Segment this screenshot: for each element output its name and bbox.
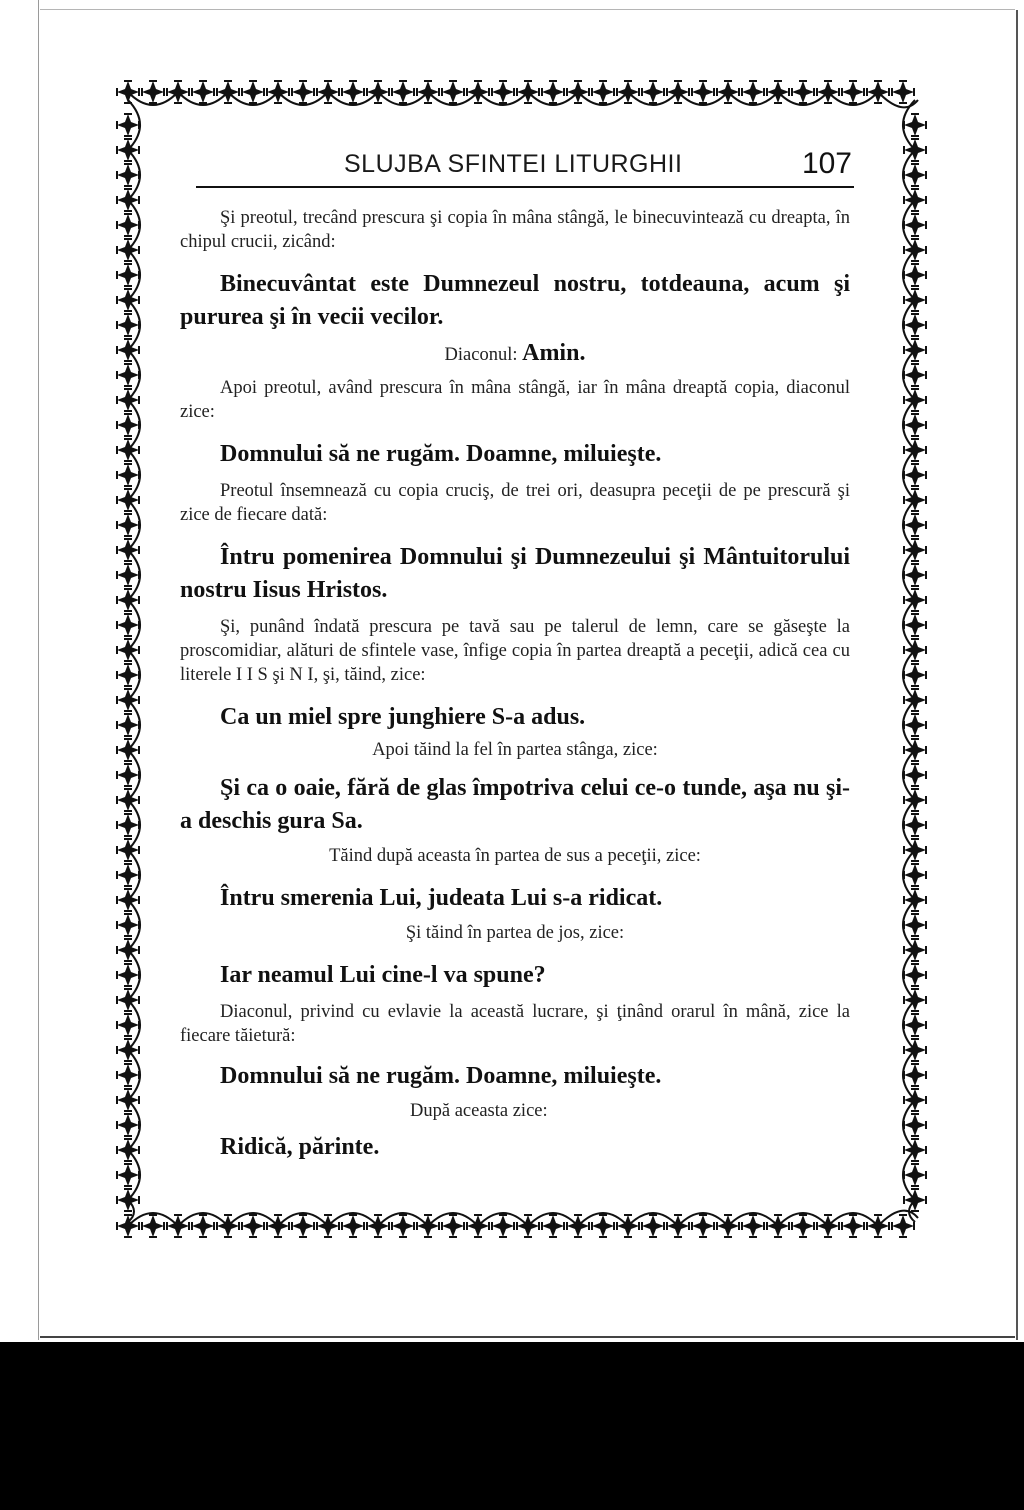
border-cross-icon <box>117 439 139 461</box>
border-cross-icon <box>904 614 926 636</box>
border-cross-icon <box>192 1215 214 1237</box>
border-cross-icon <box>117 814 139 836</box>
rubric-paragraph: Şi tăind în partea de jos, zice: <box>405 923 625 943</box>
prayer-text: Domnului să ne rugăm. Doamne, miluieşte. <box>220 441 662 467</box>
border-cross-icon <box>117 214 139 236</box>
border-cross-icon <box>904 914 926 936</box>
border-cross-icon <box>904 314 926 336</box>
border-cross-icon <box>692 1215 714 1237</box>
border-cross-icon <box>442 1215 464 1237</box>
border-cross-icon <box>842 1215 864 1237</box>
rubric-paragraph: După aceasta zice: <box>410 1101 548 1121</box>
prayer-text: Şi ca o oaie, fără de glas împotriva celui ce-o tunde, aşa nu şi-a deschis gura Sa. <box>180 775 850 834</box>
border-cross-icon <box>904 814 926 836</box>
border-cross-icon <box>904 939 926 961</box>
border-cross-icon <box>117 489 139 511</box>
border-cross-icon <box>492 81 514 103</box>
border-cross-icon <box>117 389 139 411</box>
scanner-black-band <box>0 1342 1024 1510</box>
border-cross-icon <box>242 1215 264 1237</box>
border-cross-icon <box>292 1215 314 1237</box>
border-cross-icon <box>117 1114 139 1136</box>
border-cross-icon <box>904 489 926 511</box>
border-cross-icon <box>692 81 714 103</box>
border-cross-icon <box>117 564 139 586</box>
border-cross-icon <box>904 514 926 536</box>
border-cross-icon <box>792 81 814 103</box>
border-cross-icon <box>117 664 139 686</box>
border-cross-icon <box>117 189 139 211</box>
border-cross-icon <box>904 889 926 911</box>
border-cross-icon <box>117 1014 139 1036</box>
border-cross-icon <box>117 864 139 886</box>
border-cross-icon <box>117 289 139 311</box>
border-cross-icon <box>842 81 864 103</box>
border-cross-icon <box>117 539 139 561</box>
border-cross-icon <box>117 989 139 1011</box>
border-cross-icon <box>904 1114 926 1136</box>
border-cross-icon <box>792 1215 814 1237</box>
border-cross-icon <box>192 81 214 103</box>
border-cross-icon <box>442 81 464 103</box>
border-cross-icon <box>904 1064 926 1086</box>
border-cross-icon <box>904 1039 926 1061</box>
border-cross-icon <box>342 81 364 103</box>
border-cross-icon <box>542 1215 564 1237</box>
border-cross-icon <box>117 789 139 811</box>
border-cross-icon <box>117 914 139 936</box>
border-cross-icon <box>542 81 564 103</box>
border-cross-icon <box>117 639 139 661</box>
border-cross-icon <box>904 1189 926 1211</box>
border-cross-icon <box>742 81 764 103</box>
border-cross-icon <box>742 1215 764 1237</box>
border-cross-icon <box>904 664 926 686</box>
border-cross-icon <box>904 989 926 1011</box>
deacon-label: Diaconul: <box>444 345 518 365</box>
prayer-text: Domnului să ne rugăm. Doamne, miluieşte. <box>220 1063 662 1089</box>
border-cross-icon <box>117 689 139 711</box>
border-cross-icon <box>117 364 139 386</box>
border-cross-icon <box>904 764 926 786</box>
page-body <box>180 206 850 1164</box>
border-cross-icon <box>142 1215 164 1237</box>
border-cross-icon <box>904 564 926 586</box>
border-cross-icon <box>592 81 614 103</box>
prayer-text: Întru pomenirea Domnului şi Dumnezeului şi Mântuitorului nostru Iisus Hristos. <box>180 544 850 603</box>
border-cross-icon <box>117 264 139 286</box>
border-cross-icon <box>904 439 926 461</box>
border-cross-icon <box>904 689 926 711</box>
border-cross-icon <box>904 714 926 736</box>
border-cross-icon <box>904 114 926 136</box>
border-cross-icon <box>892 81 914 103</box>
border-cross-icon <box>904 1014 926 1036</box>
border-cross-icon <box>904 639 926 661</box>
border-cross-icon <box>117 1139 139 1161</box>
border-cross-icon <box>117 1189 139 1211</box>
border-cross-icon <box>117 939 139 961</box>
page-header <box>196 146 854 188</box>
rubric-paragraph: Diaconul, privind cu evlavie la această lucrare, şi ţinând orarul în mână, zice la fiecare tăietură: <box>180 1002 850 1046</box>
rubric-paragraph: Apoi tăind la fel în partea stânga, zice: <box>372 740 658 760</box>
border-cross-icon <box>904 739 926 761</box>
prayer-text: Ridică, părinte. <box>220 1134 380 1160</box>
border-cross-icon <box>117 739 139 761</box>
border-cross-icon <box>117 839 139 861</box>
border-cross-icon <box>904 1089 926 1111</box>
border-cross-icon <box>904 189 926 211</box>
border-cross-icon <box>117 714 139 736</box>
border-cross-icon <box>904 164 926 186</box>
border-cross-icon <box>904 389 926 411</box>
border-cross-icon <box>392 1215 414 1237</box>
border-cross-icon <box>904 364 926 386</box>
border-cross-icon <box>117 464 139 486</box>
border-cross-icon <box>904 289 926 311</box>
border-cross-icon <box>904 414 926 436</box>
border-cross-icon <box>117 314 139 336</box>
border-cross-icon <box>117 889 139 911</box>
border-cross-icon <box>492 1215 514 1237</box>
border-cross-icon <box>592 1215 614 1237</box>
border-cross-icon <box>904 839 926 861</box>
border-cross-icon <box>342 1215 364 1237</box>
border-cross-icon <box>117 764 139 786</box>
border-cross-icon <box>904 264 926 286</box>
border-cross-icon <box>904 1164 926 1186</box>
border-cross-icon <box>117 1039 139 1061</box>
border-cross-icon <box>117 114 139 136</box>
rubric-paragraph: Tăind după aceasta în partea de sus a peceţii, zice: <box>329 846 701 866</box>
rubric-paragraph: Apoi preotul, având prescura în mâna stângă, iar în mâna dreaptă copia, diaconul zice: <box>180 378 850 422</box>
border-cross-icon <box>642 81 664 103</box>
deacon-response-text: Amin. <box>522 340 586 366</box>
border-cross-icon <box>142 81 164 103</box>
border-cross-icon <box>242 81 264 103</box>
border-cross-icon <box>904 864 926 886</box>
border-cross-icon <box>904 789 926 811</box>
scan-footer-line <box>40 1336 1015 1338</box>
page-number: 107 <box>801 147 852 180</box>
border-cross-icon <box>904 339 926 361</box>
border-cross-icon <box>904 1139 926 1161</box>
border-cross-icon <box>904 239 926 261</box>
border-cross-icon <box>117 964 139 986</box>
border-cross-icon <box>904 464 926 486</box>
deacon-response <box>180 338 850 370</box>
border-cross-icon <box>904 214 926 236</box>
border-cross-icon <box>117 339 139 361</box>
border-cross-icon <box>117 1089 139 1111</box>
border-cross-icon <box>117 414 139 436</box>
prayer-text: Ca un miel spre junghiere S-a adus. <box>220 704 586 730</box>
border-cross-icon <box>117 1164 139 1186</box>
border-cross-icon <box>392 81 414 103</box>
border-cross-icon <box>117 239 139 261</box>
prayer-text: Întru smerenia Lui, judeata Lui s-a ridicat. <box>220 885 663 911</box>
rubric-paragraph: Şi, punând îndată prescura pe tavă sau pe talerul de lemn, care se găseşte la proscomidiar, alături de sfintele vase, înfige copia în partea dreaptă a peceţii, adică cea cu literele I I S şi N I, şi, tăind, zice: <box>180 617 850 685</box>
border-cross-icon <box>904 139 926 161</box>
border-cross-icon <box>904 589 926 611</box>
border-cross-icon <box>117 139 139 161</box>
rubric-paragraph: Preotul însemnează cu copia cruciş, de trei ori, deasupra peceţii de pe prescură şi zice de fiecare dată: <box>180 481 850 525</box>
border-cross-icon <box>642 1215 664 1237</box>
border-cross-icon <box>117 164 139 186</box>
border-cross-icon <box>117 514 139 536</box>
border-cross-icon <box>292 81 314 103</box>
border-cross-icon <box>117 1064 139 1086</box>
border-cross-icon <box>904 964 926 986</box>
rubric-paragraph: Şi preotul, trecând prescura şi copia în mâna stângă, le binecuvintează cu dreapta, în chipul crucii, zicând: <box>180 208 850 252</box>
prayer-text: Iar neamul Lui cine-l va spune? <box>220 962 546 988</box>
prayer-text: Binecuvântat este Dumnezeul nostru, totdeauna, acum şi pururea şi în vecii vecilor. <box>180 271 850 330</box>
border-cross-icon <box>117 614 139 636</box>
border-cross-icon <box>904 539 926 561</box>
border-cross-icon <box>117 589 139 611</box>
running-title: SLUJBA SFINTEI LITURGHII <box>344 150 683 178</box>
